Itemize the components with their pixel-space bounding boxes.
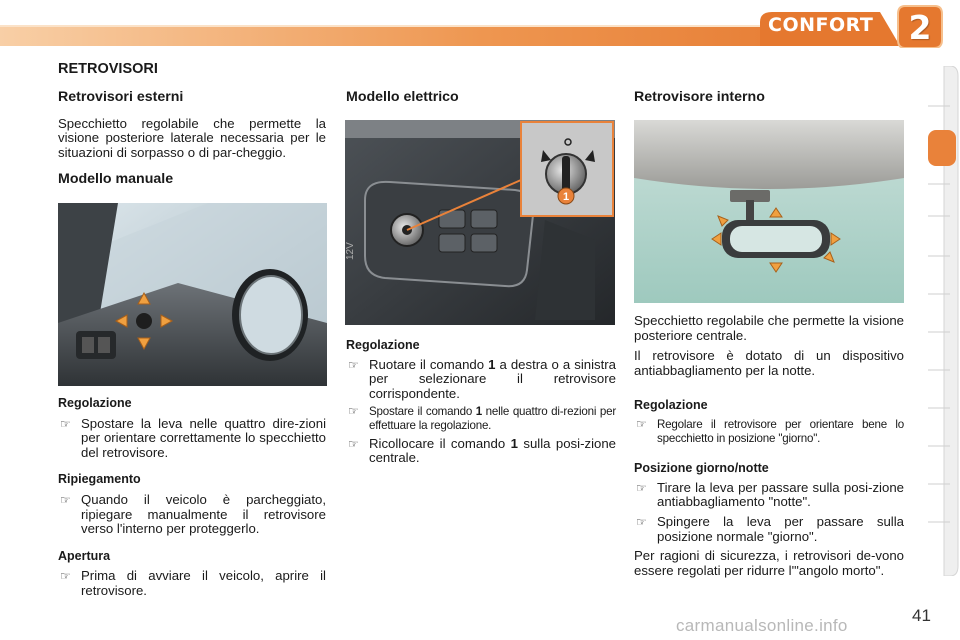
ripiegamento-text: Quando il veicolo è parcheggiato, ripiegare manualmente il retrovisore verso l'interno per proteggerlo. [81,491,326,537]
column-interior-mirror [634,90,904,105]
interior-mirror-illustration [634,120,904,303]
electric-item-2-text-b: nelle quattro di-rezioni per effettuare la regolazione. [369,405,616,432]
manual-regolazione-text: Spostare la leva nelle quattro dire-zioni per orientare correttamente lo specchietto del retrovisore. [81,415,326,460]
column-electric-steps [346,338,616,466]
pointing-hand-icon: ☞ [636,514,647,529]
electric-item-3-number: 1 [510,435,518,451]
heading-manual-model: Modello manuale [58,171,174,188]
ripiegamento-item [58,493,326,537]
heading-interior-regolazione: Regolazione [634,398,708,413]
chapter-title: CONFORT [768,14,874,36]
heading-apertura: Apertura [58,548,111,563]
electric-item-3-text-a: Ricollocare il comando [369,435,511,451]
day-night-item-1-text: Tirare la leva per passare sulla posi-zione antiabbagliamento "notte". [657,479,904,510]
heading-ripiegamento: Ripiegamento [58,472,141,487]
electric-item-2-text-a: Spostare il comando [369,405,476,419]
photo-electric-control [345,120,615,325]
day-night-item-1 [634,481,904,510]
interior-regolazione-item [634,418,904,445]
column-electric-model [346,90,616,105]
pointing-hand-icon: ☞ [60,416,71,431]
interior-intro-2: Il retrovisore è dotato di un dispositivo antiabbagliamento per la notte. [634,348,904,378]
heading-electric-regolazione: Regolazione [346,338,420,352]
heading-manual-regolazione: Regolazione [58,396,132,410]
section-title: RETROVISORI [58,61,158,77]
callout-number-1: 1 [562,191,570,203]
photo-interior-mirror [634,120,904,303]
pointing-hand-icon: ☞ [60,569,71,584]
day-night-item-2-text: Spingere la leva per passare sulla posizione normale "giorno". [657,513,904,544]
interior-regolazione-text: Regolare il retrovisore per orientare bene lo specchietto in posizione "giorno". [657,417,904,445]
interior-intro-1: Specchietto regolabile che permette la visione posteriore centrale. [634,313,904,343]
electric-item-3-text-b: sulla posi-zione centrale. [369,435,616,466]
electric-item-1-text-b: a destra o a sinistra per selezionare il retrovisore corrispondente. [369,356,616,401]
electric-item-1-text-a: Ruotare il comando [369,356,489,372]
apertura-text: Prima di avviare il veicolo, aprire il retrovisore. [81,568,326,598]
pointing-hand-icon: ☞ [60,492,71,507]
manual-mirror-illustration [58,203,327,386]
pointing-hand-icon: ☞ [636,416,647,431]
pointing-hand-icon: ☞ [348,436,359,451]
day-night-item-2 [634,515,904,544]
manual-regolazione-item [58,417,326,461]
heading-exterior-mirrors: Retrovisori esterni [58,89,184,105]
column-exterior-steps [58,396,326,599]
watermark-text: carmanualsonline.info [676,616,848,635]
heading-interior-mirror: Retrovisore interno [634,89,765,105]
pointing-hand-icon: ☞ [348,357,359,372]
chapter-number: 2 [908,8,932,47]
electric-item-1-number: 1 [488,356,496,372]
page-number: 41 [912,606,931,625]
electric-item-3 [346,437,616,466]
electric-item-2-number: 1 [475,405,483,419]
exterior-intro: Specchietto regolabile che permette la visione posteriore laterale necessaria per le situazioni di sorpasso o di par-cheggio. [58,115,326,160]
electric-item-2 [346,405,616,432]
heading-day-night: Posizione giorno/notte [634,461,769,476]
panel-voltage-label: 12V [345,242,356,260]
side-tabs-graphic [928,66,960,576]
photo-manual-mirror [58,203,327,386]
side-tab-strip [928,66,960,576]
heading-electric-model: Modello elettrico [346,89,459,105]
pointing-hand-icon: ☞ [348,404,359,419]
pointing-hand-icon: ☞ [636,480,647,495]
electric-item-1 [346,358,616,402]
safety-note: Per ragioni di sicurezza, i retrovisori de-vono essere regolati per ridurre l'"angolo morto". [634,548,904,578]
apertura-item [58,569,326,598]
electric-control-illustration [345,120,615,325]
column-exterior-mirrors [58,90,326,187]
column-interior-steps [634,314,904,578]
